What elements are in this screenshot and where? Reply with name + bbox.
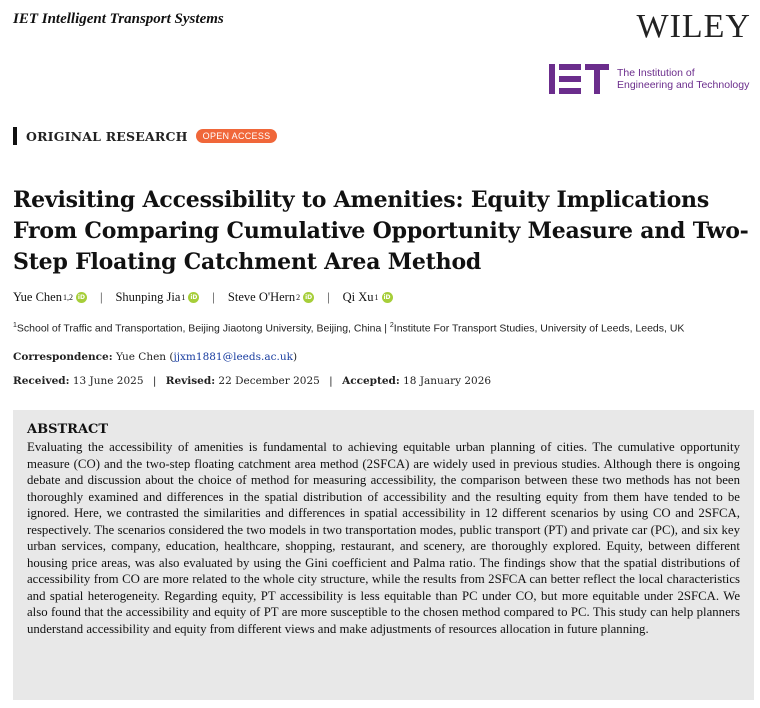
author-affiliation-sup: 1 [374,293,379,302]
journal-name[interactable]: IET Intelligent Transport Systems [13,11,224,27]
affiliation-sup: 2 [389,322,394,329]
author-name[interactable]: Shunping Jia [115,290,181,304]
correspondence-name: Yue Chen [115,351,167,363]
correspondence: Correspondence: Yue Chen (jjxm1881@leeds.ac.uk) [13,351,298,363]
affiliation-sup: 1 [13,322,17,329]
correspondence-email-link[interactable]: jjxm1881@leeds.ac.uk [173,351,293,363]
accepted-label: Accepted: [342,375,400,387]
orcid-icon[interactable]: iD [77,294,85,301]
author-separator: | [212,290,215,304]
article-type: ORIGINAL RESEARCH [26,128,188,144]
author-separator: | [327,290,330,304]
iet-logo-icon [549,63,611,95]
author-list [13,290,393,305]
author-name[interactable]: Qi Xu [342,290,374,304]
author-name[interactable]: Yue Chen [13,290,62,304]
orcid-icon[interactable]: iD [383,294,391,301]
affiliations [13,322,684,335]
accepted-date: 18 January 2026 [403,375,492,387]
affiliation: Institute For Transport Studies, University of Leeds, Leeds, UK [393,322,685,335]
revised-date: 22 December 2025 [218,375,320,387]
article-title: Revisiting Accessibility to Amenities: Equity Implications From Comparing Cumulative Opportunity Measure and Two-Step Floating Catchment Area Method [13,187,749,275]
open-access-badge: OPEN ACCESS [196,129,278,143]
iet-logo[interactable] [549,63,749,95]
revised-label: Revised: [165,375,216,387]
received-date: 13 June 2025 [72,375,144,387]
author-separator: | [99,290,103,304]
orcid-icon[interactable]: iD [305,294,313,301]
affiliation-separator: | [384,322,390,335]
iet-logo-text: The Institution of Engineering and Technology [617,66,750,91]
author-name[interactable]: Steve O'Hern [227,290,296,304]
abstract-box [13,410,754,700]
author[interactable] [343,290,393,305]
author[interactable] [115,290,199,305]
author-affiliation-sup: 1 [181,293,186,302]
author-affiliation-sup: 1,2 [62,293,73,302]
affiliation: School of Traffic and Transportation, Beijing Jiaotong University, Beijing, China [16,322,382,335]
author-affiliation-sup: 2 [296,293,301,302]
article-type-bar [13,127,17,145]
date-separator: | [329,375,333,387]
author[interactable] [13,290,87,305]
received-label: Received: [13,375,70,387]
abstract-heading: ABSTRACT [27,422,109,437]
article-type-row [13,127,277,145]
author[interactable] [228,290,314,305]
publisher-logo[interactable]: WILEY [636,8,751,45]
correspondence-label: Correspondence: [13,351,113,363]
date-separator: | [152,375,157,387]
abstract-text: Evaluating the accessibility of amenities is fundamental to achieving equitable urban planning of cities. The cumulative opportunity measure (CO) and the two-step floating catchment area method (2SFCA) are widely used in previous studies. Although there is ongoing debate and discussion about the choice of method for measuring accessibility, the comparison between these two methods has not been thoroughly examined and differences in the spatial distribution of accessibility and the resulting equity from them have tended to be ignored. Here, we contrasted the similarities and differences in spatial accessibility in 12 different scenarios by using CO and 2SFCA, respectively. The scenarios considered the two models in two transportation modes, public transport (PT) and private car (PC), and six key urban services, company, education, healthcare, shopping, restaurant, and scenery, are thoroughly explored. Equity, between different housing price areas, was also evaluated by using the Gini coefficient and Palma ratio. The findings show that the spatial distributions of accessibility from CO are more related to the whole city structure, while the results from 2SFCA can better reflect the local characteristics and spatial heterogeneity. Regarding equity, PT accessibility is less equitable than PC under CO, but more equitable under 2SFCA. We also found that the accessibility and equity of PT are more susceptible to the chosen method compared to PC. This study can help planners understand accessibility and equity from different views and make adjustments of resources allocation in future planning. [27,440,740,636]
orcid-icon[interactable]: iD [190,294,198,301]
publication-dates [13,375,491,387]
